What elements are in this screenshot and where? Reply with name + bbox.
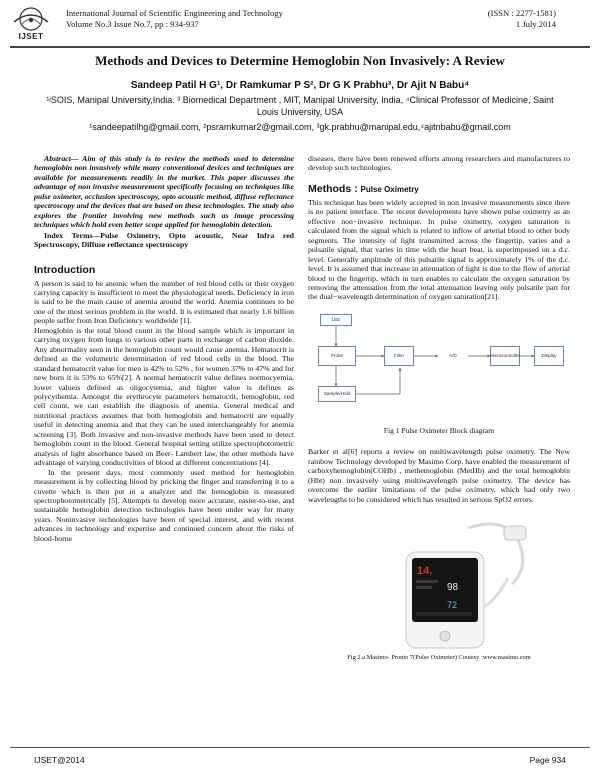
author-emails: ¹sandeepatilhg@gmail.com, ²psramkumar2@gmail.com, ³gk.prabhu@manipal.edu,⁴ajitnbabu@gmail.com: [89, 122, 511, 132]
index-terms: Index Terms—Pulse Oximetry, Opto acoustic, Near Infra red Spectroscopy, Diffuse reflectance spectroscopy: [34, 230, 294, 250]
diagram-block-led: LED: [320, 314, 352, 326]
methods-paragraph-1: This technique has been widely accepted in non invasive measurements since there is no patient interface. The recent developments have shown pulse oximetry as an effective non−invasive technique. In pulse oximetry, oxygen saturation is calculated from the signal which is related to inflow of arterial blood to other body segments. The intensity of light transmitted across the fingertip, varies and a pulsatile signal, that varies in time with the heart beat, is superimposed on a d.c. level. Generally amplitude of this pulsatile signal is approximately 1% of the d.c. level. It is assumed that increase in attenuation of light is due to the flow of arterial blood to the fingertip, which in turn enables to calculate the oxygen saturation by removing the attenuation from the total attenuation leaving only pulsatile part for the dual−wavelength determination of oxygen saturation[21].: [308, 197, 570, 302]
page-number: Page 934: [529, 755, 566, 765]
abstract: Abstract— Aim of this study is to review the methods used to determine hemoglobin non invasively while many conventional devices and techniques are available for measurements readily in the market. This paper discusses the advantage of non invasive measurement specifically focusing on techniques like pulse oximeter, occlusion spectroscopy, opto acoustic method, diffuse reflectance spectroscopy and the devices that are based on these technologies. The study also explores the frontier involving new methods such as image processing techniques which hold even better scope applied for hemoglobin detection.: [34, 154, 294, 230]
right-column: [308, 154, 570, 663]
screen-pr-value: 72: [447, 600, 458, 611]
affiliations: ¹ʲSOIS, Manipal University,India. ³ Biomedical Department , MIT, Manipal University, India, ⁴Clinical Professor of Medicine, Saint Louis University, USA: [46, 95, 554, 117]
masimo-pronto-device-image: [308, 512, 570, 650]
intro-paragraph-1: A person is said to be anemic when the number of red blood cells or their oxygen carrying capacity is insufficient to meet the physiological needs. Deficiency in iron is said to be the main cause of anemia around the world. Anemia continues to be one of the most serious problem in the world. It is estimated that nearly 1.6 billion people suffer from Iron Deficiency worldwide [1].: [34, 278, 294, 326]
pulse-oximetry-subheading: Pulse Oximetry: [360, 184, 419, 194]
intro-paragraph-2: Hemoglobin is the total blood count in the blood sample which is important in carrying oxygen from lungs to various other parts in exchange of carbon dioxide. Any abnormality seen in the hemoglobin count would cause anemia. Hematocrit is defined as the volumetric determination of red blood cells in the blood. The standard hematocrit value for men is 42% to 52% , for women 37% to 47% and for new born it is 53% to 65%[2]. A normal hematocrit value defines normocyemia, lower valueis defined as oligocytemia, and higher value is defines as polycythemia. Amongst the erythrocyte parameters hematocrit, hemoglobin, red cell count, we can establish the diagnosis of anemia. General medical and nutritional practices assumes that both hemoglobin and hematocrit are equally useful in detecting anemia and that they can be used interchangeably for anemia screening [3]. Both invasive and non-invasive methods have been used to detect hemoglobin count in the blood. General hospital setting utilize spectrophotometric analysis of light absorbance based on Beer- Lambert law, the other methods have advantage of varying conductivities of blood at different concentrations [4].: [34, 325, 294, 468]
journal-name: International Journal of Scientific Engineering and Technology: [66, 8, 283, 18]
left-column: [34, 154, 294, 543]
intro-paragraph-3: In the present days, most commonly used method for hemoglobin measurement is by collecting blood by pricking the finger and transferring it to a cuvette which is then put in a analyzer and the hemoglobin is measured spectrophotometrically [5]. Attempts to develop more accurate, easier-to-use, and sustainable hemoglobin detection technologies have been under way for many years. Noninvasive technologies have been of special interest, and with recent advances in technology and expertise and continued concern about the risks of blood-borne: [34, 467, 294, 543]
intro-continuation: diseases, there have been renewed efforts among researchers and manufacturers to develop such technologies.: [308, 154, 570, 173]
journal-info: [66, 8, 283, 29]
logo-mark-icon: [8, 6, 54, 32]
journal-volume: Volume No.3 Issue No.7, pp : 934-937: [66, 18, 199, 29]
header-divider: [10, 46, 590, 48]
journal-meta: [488, 8, 556, 29]
diagram-block-filter: Filter: [384, 346, 414, 366]
footer-copyright: IJSET@2014: [34, 755, 85, 765]
diagram-block-probe: Probe: [318, 346, 356, 366]
diagram-block-display: Display: [534, 346, 564, 366]
diagram-block-adc: A/D: [449, 353, 457, 359]
introduction-heading: Introduction: [34, 263, 96, 276]
ijset-logo: [8, 6, 54, 44]
pulse-oximeter-device-icon: [308, 512, 570, 650]
footer-divider: [10, 747, 590, 748]
figure-2-caption: Fig 2.a Masimo- Pronto 7(Pulse Oximeter) Coutesy :www.masimo.com: [347, 654, 531, 662]
author-list: Sandeep Patil H G¹, Dr Ramkumar P S², Dr G K Prabhu³, Dr Ajit N Babu⁴: [130, 80, 470, 91]
methods-heading-text: Methods :: [308, 182, 361, 195]
figure-1-caption: Fig 1 Pulse Oximeter Block diagram: [383, 425, 495, 435]
journal-header: [0, 0, 600, 46]
issn: (ISSN : 2277-1581): [487, 8, 556, 18]
screen-hb-value: 14.: [417, 565, 433, 578]
screen-spo2-value: 98: [447, 582, 459, 594]
logo-text: IJSET: [18, 32, 44, 41]
issue-date: 1 July 2014: [515, 18, 556, 29]
diagram-block-sample-hold: Sample/Hold: [318, 386, 356, 402]
diagram-block-microcontroller: Microcontroller: [490, 346, 520, 366]
methods-heading: [308, 183, 570, 195]
pulse-oximeter-block-diagram: [308, 308, 570, 422]
methods-paragraph-2: Barker et al[6] reports a review on multiwavelength pulse oximetry. The New rainbow Technology developed by Masimo Corp. have enabled the measurement of carboxyhemoglobin(COHb) , methemoglobin (MetHb) and the total hemoglobin (Hbt) non invasively using multiwavelength pulse oximetry. The device has overcome the earlier limitations of the pulse oximetry, which had only two wavelengths to be considered which has resulted in serious SpO2 errors.: [308, 447, 570, 504]
paper-title: Methods and Devices to Determine Hemoglobin Non Invasively: A Review: [95, 53, 505, 68]
